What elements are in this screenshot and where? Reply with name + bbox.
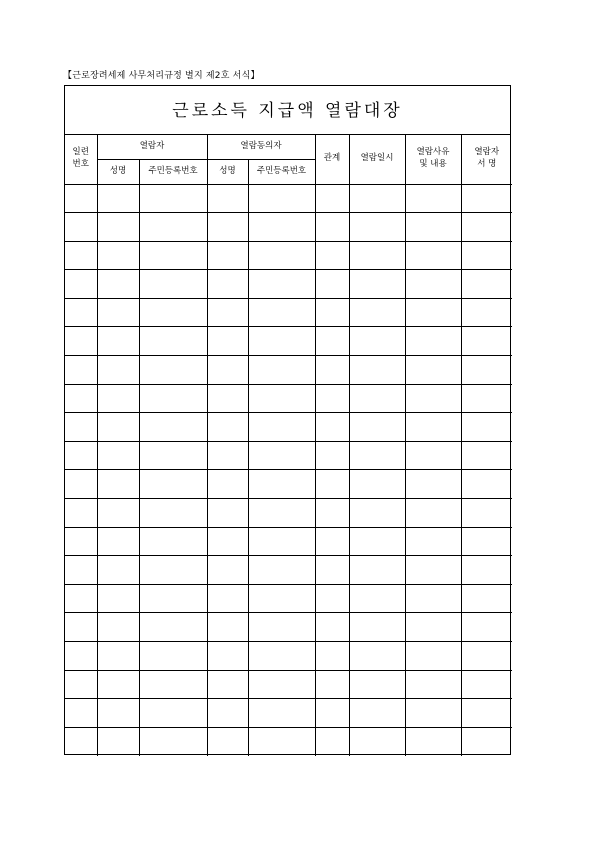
table-row — [65, 327, 512, 356]
header-signature-line-2: 서 명 — [477, 158, 497, 169]
cell-serial[interactable] — [65, 184, 97, 213]
table-row — [65, 270, 512, 299]
cell-reason[interactable] — [405, 413, 461, 442]
cell-reason[interactable] — [405, 298, 461, 327]
header-reason-line-1: 열람사유 — [416, 147, 450, 158]
cell-serial[interactable] — [65, 241, 97, 270]
cell-consenter-resident-number[interactable] — [248, 556, 315, 585]
cell-consenter-resident-number[interactable] — [248, 642, 315, 671]
cell-reason[interactable] — [405, 727, 461, 756]
cell-reason[interactable] — [405, 327, 461, 356]
cell-reason[interactable] — [405, 499, 461, 528]
cell-consenter-name[interactable] — [207, 584, 248, 613]
cell-consenter-resident-number[interactable] — [248, 613, 315, 642]
cell-consenter-resident-number[interactable] — [248, 184, 315, 213]
cell-viewed-datetime[interactable] — [349, 699, 405, 728]
cell-relation[interactable] — [315, 670, 349, 699]
cell-serial[interactable] — [65, 298, 97, 327]
header-viewer-resident-number: 주민등록번호 — [139, 159, 207, 184]
cell-viewer-name[interactable] — [97, 670, 139, 699]
cell-relation[interactable] — [315, 241, 349, 270]
cell-viewer-name[interactable] — [97, 499, 139, 528]
cell-consenter-resident-number[interactable] — [248, 727, 315, 756]
cell-serial[interactable] — [65, 642, 97, 671]
cell-viewed-datetime[interactable] — [349, 441, 405, 470]
cell-viewed-datetime[interactable] — [349, 213, 405, 242]
cell-viewed-datetime[interactable] — [349, 184, 405, 213]
table-row — [65, 384, 512, 413]
cell-signature[interactable] — [461, 642, 512, 671]
header-viewer-name: 성명 — [97, 159, 139, 184]
table-row — [65, 298, 512, 327]
table-row — [65, 727, 512, 756]
cell-consenter-name[interactable] — [207, 384, 248, 413]
cell-serial[interactable] — [65, 527, 97, 556]
table-row — [65, 527, 512, 556]
cell-signature[interactable] — [461, 327, 512, 356]
cell-signature[interactable] — [461, 241, 512, 270]
table-row — [65, 642, 512, 671]
table-row — [65, 413, 512, 442]
cell-viewer-resident-number[interactable] — [139, 298, 207, 327]
cell-viewer-name[interactable] — [97, 441, 139, 470]
cell-consenter-resident-number[interactable] — [248, 356, 315, 385]
cell-viewed-datetime[interactable] — [349, 384, 405, 413]
cell-signature[interactable] — [461, 184, 512, 213]
cell-consenter-name[interactable] — [207, 499, 248, 528]
cell-viewer-resident-number[interactable] — [139, 699, 207, 728]
cell-serial[interactable] — [65, 499, 97, 528]
table-row — [65, 356, 512, 385]
cell-consenter-resident-number[interactable] — [248, 699, 315, 728]
cell-viewer-resident-number[interactable] — [139, 384, 207, 413]
cell-consenter-name[interactable] — [207, 670, 248, 699]
table-row — [65, 470, 512, 499]
cell-reason[interactable] — [405, 613, 461, 642]
cell-relation[interactable] — [315, 213, 349, 242]
cell-serial[interactable] — [65, 670, 97, 699]
cell-consenter-resident-number[interactable] — [248, 241, 315, 270]
cell-reason[interactable] — [405, 441, 461, 470]
cell-relation[interactable] — [315, 298, 349, 327]
header-serial-line-2: 번호 — [72, 158, 89, 169]
cell-serial[interactable] — [65, 413, 97, 442]
cell-viewed-datetime[interactable] — [349, 470, 405, 499]
cell-consenter-name[interactable] — [207, 327, 248, 356]
cell-reason[interactable] — [405, 670, 461, 699]
table-row — [65, 499, 512, 528]
cell-viewer-name[interactable] — [97, 327, 139, 356]
cell-signature[interactable] — [461, 213, 512, 242]
cell-consenter-resident-number[interactable] — [248, 384, 315, 413]
cell-signature[interactable] — [461, 613, 512, 642]
header-viewed-datetime: 열람일시 — [349, 134, 405, 184]
cell-consenter-name[interactable] — [207, 356, 248, 385]
header-relation: 관계 — [315, 134, 349, 184]
cell-reason[interactable] — [405, 184, 461, 213]
cell-reason[interactable] — [405, 470, 461, 499]
ledger-table — [65, 134, 512, 756]
cell-signature[interactable] — [461, 670, 512, 699]
cell-reason[interactable] — [405, 699, 461, 728]
cell-viewer-resident-number[interactable] — [139, 184, 207, 213]
cell-viewed-datetime[interactable] — [349, 298, 405, 327]
cell-viewer-name[interactable] — [97, 527, 139, 556]
cell-viewer-name[interactable] — [97, 298, 139, 327]
cell-consenter-name[interactable] — [207, 441, 248, 470]
cell-consenter-name[interactable] — [207, 699, 248, 728]
cell-viewed-datetime[interactable] — [349, 556, 405, 585]
ledger-body — [65, 184, 512, 756]
cell-reason[interactable] — [405, 213, 461, 242]
cell-relation[interactable] — [315, 184, 349, 213]
cell-reason[interactable] — [405, 527, 461, 556]
cell-relation[interactable] — [315, 356, 349, 385]
header-consenter: 열람동의자 — [207, 134, 315, 159]
cell-serial[interactable] — [65, 441, 97, 470]
table-row — [65, 441, 512, 470]
cell-consenter-resident-number[interactable] — [248, 499, 315, 528]
header-serial-number — [65, 134, 97, 184]
cell-consenter-resident-number[interactable] — [248, 470, 315, 499]
cell-consenter-resident-number[interactable] — [248, 670, 315, 699]
cell-viewer-name[interactable] — [97, 556, 139, 585]
cell-viewer-name[interactable] — [97, 241, 139, 270]
table-row — [65, 584, 512, 613]
table-row — [65, 613, 512, 642]
cell-viewer-resident-number[interactable] — [139, 413, 207, 442]
cell-serial[interactable] — [65, 356, 97, 385]
cell-reason[interactable] — [405, 270, 461, 299]
header-signature-line-1: 열람자 — [474, 147, 500, 158]
cell-relation[interactable] — [315, 699, 349, 728]
form-designation: 【근로장려세제 사무처리규정 별지 제2호 서식】 — [63, 71, 260, 81]
cell-viewer-resident-number[interactable] — [139, 584, 207, 613]
cell-signature[interactable] — [461, 413, 512, 442]
cell-viewed-datetime[interactable] — [349, 727, 405, 756]
cell-signature[interactable] — [461, 298, 512, 327]
cell-relation[interactable] — [315, 413, 349, 442]
cell-viewer-resident-number[interactable] — [139, 642, 207, 671]
cell-signature[interactable] — [461, 499, 512, 528]
header-row-1 — [65, 134, 512, 159]
cell-viewer-name[interactable] — [97, 413, 139, 442]
cell-consenter-name[interactable] — [207, 613, 248, 642]
cell-reason[interactable] — [405, 241, 461, 270]
cell-relation[interactable] — [315, 642, 349, 671]
cell-consenter-resident-number[interactable] — [248, 584, 315, 613]
cell-viewer-resident-number[interactable] — [139, 270, 207, 299]
cell-signature[interactable] — [461, 699, 512, 728]
cell-viewer-resident-number[interactable] — [139, 527, 207, 556]
cell-relation[interactable] — [315, 727, 349, 756]
cell-viewer-resident-number[interactable] — [139, 441, 207, 470]
header-consenter-resident-number: 주민등록번호 — [248, 159, 315, 184]
ledger-form — [64, 85, 511, 755]
cell-consenter-name[interactable] — [207, 527, 248, 556]
cell-consenter-resident-number[interactable] — [248, 413, 315, 442]
cell-consenter-name[interactable] — [207, 213, 248, 242]
cell-viewed-datetime[interactable] — [349, 413, 405, 442]
cell-viewer-resident-number[interactable] — [139, 327, 207, 356]
cell-viewer-resident-number[interactable] — [139, 727, 207, 756]
cell-viewer-name[interactable] — [97, 356, 139, 385]
cell-relation[interactable] — [315, 499, 349, 528]
table-row — [65, 699, 512, 728]
cell-relation[interactable] — [315, 556, 349, 585]
header-consenter-name: 성명 — [207, 159, 248, 184]
cell-consenter-name[interactable] — [207, 642, 248, 671]
table-row — [65, 556, 512, 585]
cell-reason[interactable] — [405, 356, 461, 385]
cell-signature[interactable] — [461, 556, 512, 585]
cell-signature[interactable] — [461, 356, 512, 385]
table-row — [65, 241, 512, 270]
table-row — [65, 670, 512, 699]
table-row — [65, 213, 512, 242]
cell-consenter-name[interactable] — [207, 270, 248, 299]
cell-viewer-name[interactable] — [97, 270, 139, 299]
cell-viewer-name[interactable] — [97, 384, 139, 413]
cell-serial[interactable] — [65, 213, 97, 242]
cell-viewer-name[interactable] — [97, 470, 139, 499]
cell-consenter-name[interactable] — [207, 298, 248, 327]
cell-viewer-name[interactable] — [97, 584, 139, 613]
cell-serial[interactable] — [65, 613, 97, 642]
cell-viewed-datetime[interactable] — [349, 670, 405, 699]
cell-serial[interactable] — [65, 327, 97, 356]
cell-serial[interactable] — [65, 470, 97, 499]
cell-serial[interactable] — [65, 556, 97, 585]
cell-viewed-datetime[interactable] — [349, 642, 405, 671]
cell-serial[interactable] — [65, 699, 97, 728]
cell-relation[interactable] — [315, 327, 349, 356]
cell-signature[interactable] — [461, 584, 512, 613]
header-reason-line-2: 및 내용 — [419, 158, 447, 169]
cell-relation[interactable] — [315, 270, 349, 299]
cell-relation[interactable] — [315, 470, 349, 499]
cell-viewed-datetime[interactable] — [349, 527, 405, 556]
cell-signature[interactable] — [461, 527, 512, 556]
cell-reason[interactable] — [405, 584, 461, 613]
cell-reason[interactable] — [405, 384, 461, 413]
cell-viewed-datetime[interactable] — [349, 270, 405, 299]
cell-viewer-resident-number[interactable] — [139, 356, 207, 385]
cell-reason[interactable] — [405, 642, 461, 671]
cell-viewed-datetime[interactable] — [349, 499, 405, 528]
cell-consenter-name[interactable] — [207, 241, 248, 270]
cell-consenter-name[interactable] — [207, 556, 248, 585]
cell-signature[interactable] — [461, 727, 512, 756]
cell-consenter-resident-number[interactable] — [248, 270, 315, 299]
cell-viewer-resident-number[interactable] — [139, 556, 207, 585]
cell-viewer-resident-number[interactable] — [139, 470, 207, 499]
cell-signature[interactable] — [461, 384, 512, 413]
cell-viewed-datetime[interactable] — [349, 584, 405, 613]
cell-viewed-datetime[interactable] — [349, 241, 405, 270]
cell-relation[interactable] — [315, 527, 349, 556]
header-viewer: 열람자 — [97, 134, 207, 159]
cell-consenter-name[interactable] — [207, 727, 248, 756]
cell-signature[interactable] — [461, 470, 512, 499]
cell-serial[interactable] — [65, 727, 97, 756]
cell-consenter-resident-number[interactable] — [248, 441, 315, 470]
cell-consenter-name[interactable] — [207, 470, 248, 499]
cell-viewer-resident-number[interactable] — [139, 241, 207, 270]
header-serial-line-1: 일련 — [72, 147, 89, 158]
cell-relation[interactable] — [315, 384, 349, 413]
title-area — [65, 86, 510, 135]
cell-relation[interactable] — [315, 613, 349, 642]
cell-relation[interactable] — [315, 584, 349, 613]
header-signature — [461, 134, 512, 184]
cell-reason[interactable] — [405, 556, 461, 585]
cell-viewed-datetime[interactable] — [349, 327, 405, 356]
cell-viewer-name[interactable] — [97, 642, 139, 671]
cell-relation[interactable] — [315, 441, 349, 470]
cell-viewer-name[interactable] — [97, 213, 139, 242]
cell-serial[interactable] — [65, 384, 97, 413]
cell-signature[interactable] — [461, 270, 512, 299]
cell-serial[interactable] — [65, 270, 97, 299]
header-reason — [405, 134, 461, 184]
cell-consenter-resident-number[interactable] — [248, 213, 315, 242]
cell-viewer-resident-number[interactable] — [139, 613, 207, 642]
cell-consenter-resident-number[interactable] — [248, 298, 315, 327]
cell-viewer-name[interactable] — [97, 613, 139, 642]
cell-viewer-name[interactable] — [97, 699, 139, 728]
cell-viewer-resident-number[interactable] — [139, 499, 207, 528]
cell-viewer-resident-number[interactable] — [139, 213, 207, 242]
cell-signature[interactable] — [461, 441, 512, 470]
cell-consenter-name[interactable] — [207, 413, 248, 442]
cell-viewed-datetime[interactable] — [349, 613, 405, 642]
cell-viewer-name[interactable] — [97, 184, 139, 213]
cell-consenter-name[interactable] — [207, 184, 248, 213]
cell-consenter-resident-number[interactable] — [248, 527, 315, 556]
cell-consenter-resident-number[interactable] — [248, 327, 315, 356]
cell-viewed-datetime[interactable] — [349, 356, 405, 385]
form-title: 근로소득 지급액 열람대장 — [172, 100, 403, 121]
table-row — [65, 184, 512, 213]
cell-serial[interactable] — [65, 584, 97, 613]
cell-viewer-resident-number[interactable] — [139, 670, 207, 699]
cell-viewer-name[interactable] — [97, 727, 139, 756]
